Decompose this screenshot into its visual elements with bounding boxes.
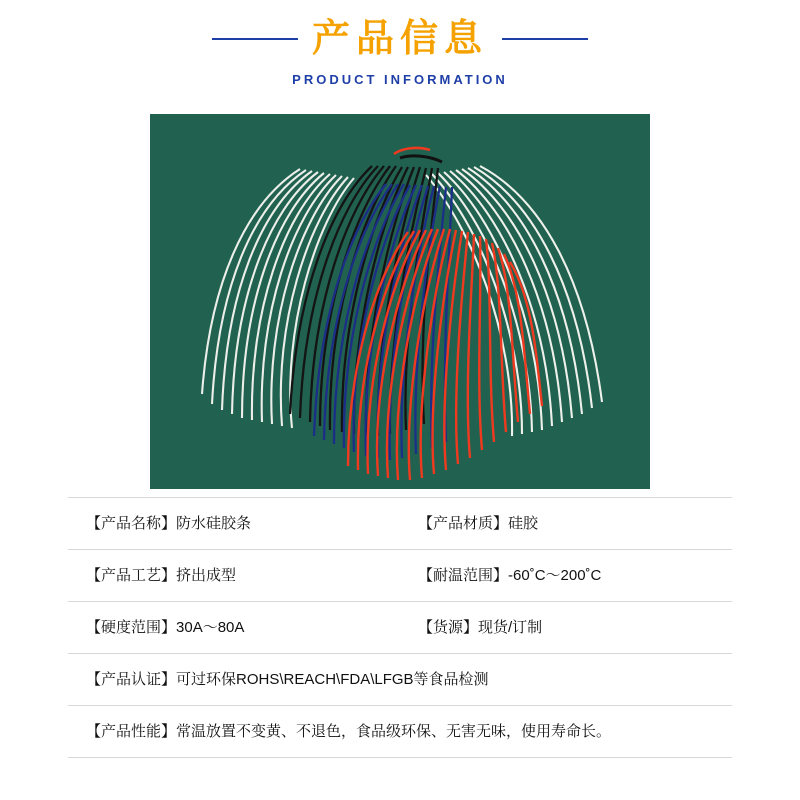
spec-cell-certification: [68, 655, 732, 705]
spec-value: 挤出成型: [176, 566, 237, 584]
spec-label: 【产品工艺】: [86, 566, 177, 584]
spec-value: 现货/订制: [478, 618, 543, 636]
title-row: [0, 16, 800, 62]
spec-value: 可过环保ROHS\REACH\FDA\LFGB等食品检测: [176, 670, 489, 688]
spec-label: 【产品材质】: [418, 514, 509, 532]
spec-value: 防水硅胶条: [176, 514, 252, 532]
spec-label: 【耐温范围】: [418, 566, 509, 584]
product-photo: [150, 114, 650, 489]
table-row: [68, 498, 732, 550]
spec-cell-temperature-range: [400, 551, 732, 601]
title-rule-right: [502, 38, 588, 40]
title-rule-left: [212, 38, 298, 40]
page-header: [0, 0, 800, 96]
spec-value: 常温放置不变黄、不退色，食品级环保、无害无味，使用寿命长。: [176, 722, 612, 740]
table-row: [68, 654, 732, 706]
spec-cell-product-name: [68, 499, 400, 549]
spec-cell-supply: [400, 603, 732, 653]
spec-cell-process: [68, 551, 400, 601]
spec-label: 【产品认证】: [86, 670, 177, 688]
spec-label: 【货源】: [418, 618, 479, 636]
table-row: [68, 550, 732, 602]
spec-value: 硅胶: [508, 514, 539, 532]
table-row: [68, 602, 732, 654]
spec-label: 【产品名称】: [86, 514, 177, 532]
page-subtitle: PRODUCT INFORMATION: [292, 72, 508, 87]
product-spec-table: [68, 497, 732, 758]
spec-cell-performance: [68, 707, 732, 757]
spec-value: -60˚C～200˚C: [508, 566, 602, 584]
spec-value: 30A～80A: [176, 618, 245, 636]
product-photo-frame: [68, 105, 732, 491]
page-title: 产品信息: [311, 18, 488, 60]
spec-label: 【产品性能】: [86, 722, 177, 740]
spec-cell-hardness-range: [68, 603, 400, 653]
table-row: [68, 706, 732, 758]
spec-label: 【硬度范围】: [86, 618, 177, 636]
spec-cell-material: [400, 499, 732, 549]
